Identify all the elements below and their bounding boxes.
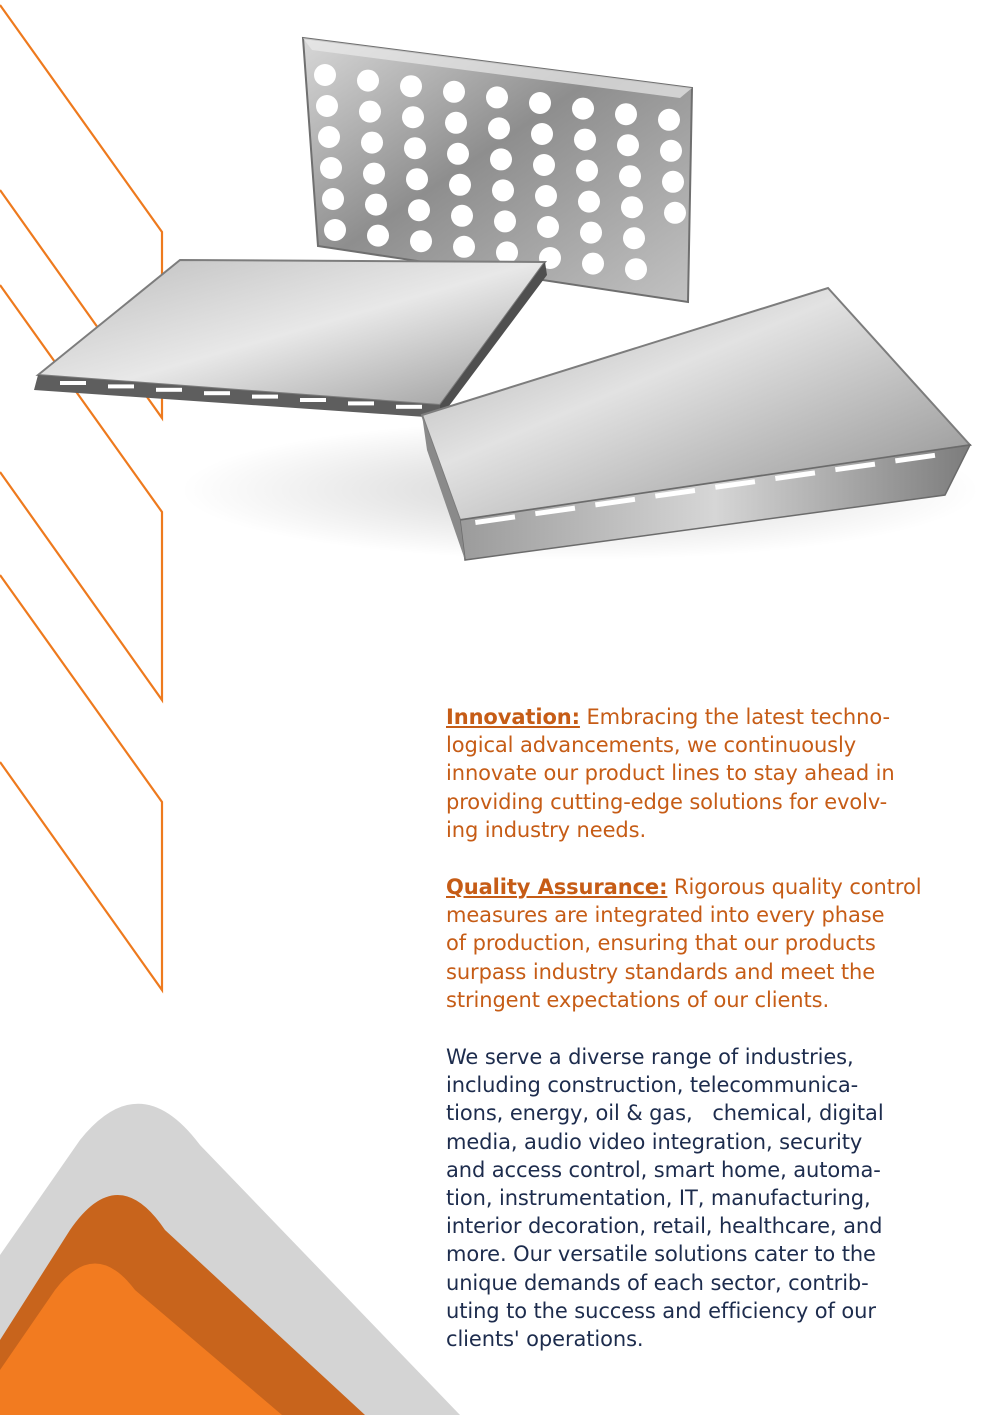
perforation-hole [664,202,686,224]
perforation-hole [443,81,465,103]
perforation-hole [537,216,559,238]
quality-line: Rigorous quality control [667,875,922,899]
perforation-hole [406,168,428,190]
innovation-line: ing industry needs. [446,817,647,842]
perforation-hole [365,194,387,216]
perforation-hole [324,219,346,241]
tray-slot [60,381,86,385]
perforation-hole [529,92,551,114]
perforation-hole [404,137,426,159]
innovation-heading: Innovation: [446,705,580,729]
perforation-hole [314,64,336,86]
perforation-hole [357,70,379,92]
perforation-hole [359,101,381,123]
innovation-line: logical advancements, we continuously [446,733,857,758]
perforation-hole [447,143,469,165]
perforation-hole [488,117,510,139]
perforation-hole [445,112,467,134]
industries-line: clients' operations. [446,1327,644,1352]
industries-line: We serve a diverse range of industries, [446,1045,854,1069]
industries-line: more. Our versatile solutions cater to the [446,1242,876,1267]
perforation-hole [572,98,594,120]
tray-slot [300,398,326,402]
tray-slot [108,384,134,388]
perforation-hole [322,188,344,210]
innovation-line: innovate our product lines to stay ahead in [446,761,895,786]
perforation-hole [451,205,473,227]
perforation-hole [623,227,645,249]
quality-line: stringent expectations of our clients. [446,987,830,1012]
industries-line: uting to the success and efficiency of our [446,1298,876,1323]
perforation-hole [617,134,639,156]
perforation-hole [658,109,680,131]
perforation-hole [535,185,557,207]
perforation-hole [408,199,430,221]
perforation-hole [410,230,432,252]
industries-line: tions, energy, oil & gas, chemical, digital [446,1101,884,1126]
tray-slot [348,401,374,405]
perforation-hole [400,75,422,97]
perforation-hole [486,86,508,108]
tray-slot [156,388,182,392]
perforation-hole [453,236,475,258]
perforation-hole [578,191,600,213]
perforation-hole [574,129,596,151]
quality-assurance-heading: Quality Assurance: [446,875,668,899]
perforation-hole [316,95,338,117]
perforation-hole [361,132,383,154]
tray-slot [204,391,230,395]
perforation-hole [367,225,389,247]
perforation-hole [625,258,647,280]
industries-line: including construction, telecommunica- [446,1073,859,1098]
perforation-hole [496,241,518,263]
perforation-hole [494,210,516,232]
perforation-hole [582,253,604,275]
quality-line: of production, ensuring that our products [446,931,876,956]
industries-line: tion, instrumentation, IT, manufacturing, [446,1186,871,1211]
perforation-hole [662,171,684,193]
innovation-line: providing cutting-edge solutions for evolv- [446,789,888,814]
quality-line: surpass industry standards and meet the [446,959,876,984]
perforation-hole [533,154,555,176]
industries-line: and access control, smart home, automa- [446,1157,881,1182]
quality-line: measures are integrated into every phase [446,903,885,928]
perforation-hole [621,196,643,218]
open-tray [34,260,547,418]
perforation-hole [490,148,512,170]
perforation-hole [318,126,340,148]
corner-wave-shapes [0,1085,480,1415]
perforation-hole [619,165,641,187]
product-image-metal-trays [20,20,980,600]
perforation-hole [615,103,637,125]
industries-line: media, audio video integration, security [446,1129,863,1154]
innovation-paragraph [446,703,966,844]
chevron-line [0,575,162,990]
perforation-hole [320,157,342,179]
perforation-hole [660,140,682,162]
industries-line: unique demands of each sector, contrib- [446,1270,869,1295]
tray-slot [252,395,278,399]
perforation-hole [402,106,424,128]
tray-slot [396,405,422,409]
perforation-hole [580,222,602,244]
quality-assurance-paragraph [446,873,966,1014]
perforation-hole [531,123,553,145]
innovation-line: Embracing the latest techno- [579,705,890,729]
perforation-hole [363,163,385,185]
perforation-hole [492,179,514,201]
perforation-hole [576,160,598,182]
perforation-hole [449,174,471,196]
industries-line: interior decoration, retail, healthcare, and [446,1214,883,1239]
industries-paragraph [446,1043,966,1353]
